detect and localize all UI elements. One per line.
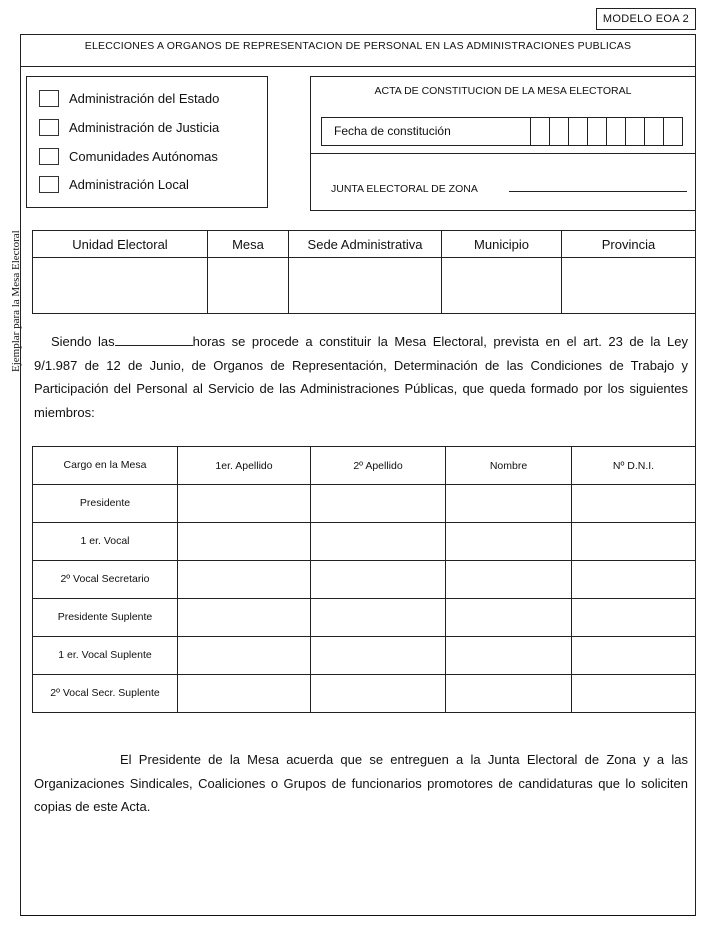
- header-dni: Nº D.N.I.: [572, 447, 696, 485]
- option-label: Administración del Estado: [69, 91, 220, 106]
- header-apellido1: 1er. Apellido: [178, 447, 311, 485]
- cell[interactable]: [311, 561, 446, 599]
- cell[interactable]: [311, 523, 446, 561]
- cell[interactable]: [178, 675, 311, 713]
- header-sede: Sede Administrativa: [289, 231, 442, 258]
- checkbox[interactable]: [39, 148, 59, 165]
- header-cargo: Cargo en la Mesa: [33, 447, 178, 485]
- cell[interactable]: [311, 675, 446, 713]
- date-cell[interactable]: [549, 118, 568, 145]
- checkbox[interactable]: [39, 176, 59, 193]
- header-apellido2: 2º Apellido: [311, 447, 446, 485]
- row-label: 1 er. Vocal: [33, 523, 178, 561]
- cell[interactable]: [446, 599, 572, 637]
- date-cell[interactable]: [568, 118, 587, 145]
- cell[interactable]: [311, 485, 446, 523]
- title-divider: [20, 66, 696, 67]
- checkbox[interactable]: [39, 119, 59, 136]
- date-cell[interactable]: [587, 118, 606, 145]
- header-provincia: Provincia: [562, 231, 696, 258]
- cell[interactable]: [178, 561, 311, 599]
- cell[interactable]: [572, 599, 696, 637]
- option-label: Comunidades Autónomas: [69, 149, 218, 164]
- date-cells[interactable]: [530, 118, 682, 145]
- header-unidad-electoral: Unidad Electoral: [33, 231, 208, 258]
- checkbox[interactable]: [39, 90, 59, 107]
- row-label: 2º Vocal Secretario: [33, 561, 178, 599]
- row-label: 2º Vocal Secr. Suplente: [33, 675, 178, 713]
- header-mesa: Mesa: [208, 231, 289, 258]
- cell[interactable]: [446, 675, 572, 713]
- cell[interactable]: [446, 637, 572, 675]
- cell[interactable]: [446, 523, 572, 561]
- cell[interactable]: [572, 637, 696, 675]
- mesa-cell[interactable]: [208, 258, 289, 314]
- date-cell[interactable]: [606, 118, 625, 145]
- acta-box: [310, 76, 696, 211]
- option-administracion-justicia[interactable]: [39, 119, 219, 136]
- cell[interactable]: [572, 485, 696, 523]
- cell[interactable]: [311, 637, 446, 675]
- option-comunidades-autonomas[interactable]: [39, 148, 218, 165]
- unidad-cell[interactable]: [33, 258, 208, 314]
- members-table: [32, 446, 696, 713]
- sede-cell[interactable]: [289, 258, 442, 314]
- provincia-cell[interactable]: [562, 258, 696, 314]
- unidad-table: [32, 230, 696, 314]
- form-model-label: MODELO EOA 2: [596, 8, 696, 30]
- cell[interactable]: [178, 599, 311, 637]
- date-cell[interactable]: [663, 118, 682, 145]
- row-label: Presidente Suplente: [33, 599, 178, 637]
- cell[interactable]: [446, 561, 572, 599]
- cell[interactable]: [446, 485, 572, 523]
- junta-label: JUNTA ELECTORAL DE ZONA: [331, 183, 478, 195]
- row-label: 1 er. Vocal Suplente: [33, 637, 178, 675]
- hour-blank[interactable]: [115, 333, 193, 346]
- junta-input-line[interactable]: [509, 191, 687, 192]
- option-label: Administración Local: [69, 177, 189, 192]
- cell[interactable]: [572, 675, 696, 713]
- fecha-label: Fecha de constitución: [334, 124, 451, 138]
- header-municipio: Municipio: [442, 231, 562, 258]
- fecha-constitucion-field[interactable]: [321, 117, 683, 146]
- cell[interactable]: [178, 485, 311, 523]
- copy-designation: Ejemplar para la Mesa Electoral: [10, 230, 22, 372]
- cell[interactable]: [572, 523, 696, 561]
- cell[interactable]: [311, 599, 446, 637]
- form-title: ELECCIONES A ORGANOS DE REPRESENTACION DE PERSONAL EN LAS ADMINISTRACIONES PUBLICAS: [84, 40, 632, 52]
- cell[interactable]: [178, 637, 311, 675]
- delivery-paragraph: El Presidente de la Mesa acuerda que se entreguen a la Junta Electoral de Zona y a las Organizaciones Sindicales, Coaliciones o Grupos de funcionarios promotores de candidaturas que lo soliciten copias de este Acta.: [34, 752, 688, 814]
- date-cell[interactable]: [644, 118, 663, 145]
- para-start: Siendo las: [51, 334, 115, 349]
- municipio-cell[interactable]: [442, 258, 562, 314]
- cell[interactable]: [178, 523, 311, 561]
- row-label: Presidente: [33, 485, 178, 523]
- acta-divider: [311, 153, 695, 154]
- header-nombre: Nombre: [446, 447, 572, 485]
- option-administracion-estado[interactable]: [39, 90, 219, 107]
- cell[interactable]: [572, 561, 696, 599]
- date-cell[interactable]: [625, 118, 644, 145]
- option-administracion-local[interactable]: [39, 176, 189, 193]
- acta-title: ACTA DE CONSTITUCION DE LA MESA ELECTORAL: [374, 85, 632, 97]
- para-rest: horas se procede a constituir la Mesa Electoral, prevista en el art. 23 de la Ley 9/1.987 de 12 de Junio, de Organos de Representación, Determinación de las Condiciones de Trabajo y Participación del Personal al Servicio de las Administraciones Públicas, que queda formado por los siguientes miembros:: [34, 334, 688, 420]
- date-cell[interactable]: [530, 118, 549, 145]
- option-label: Administración de Justicia: [69, 120, 220, 135]
- administration-options: [26, 76, 268, 208]
- constitution-paragraph: [34, 330, 688, 424]
